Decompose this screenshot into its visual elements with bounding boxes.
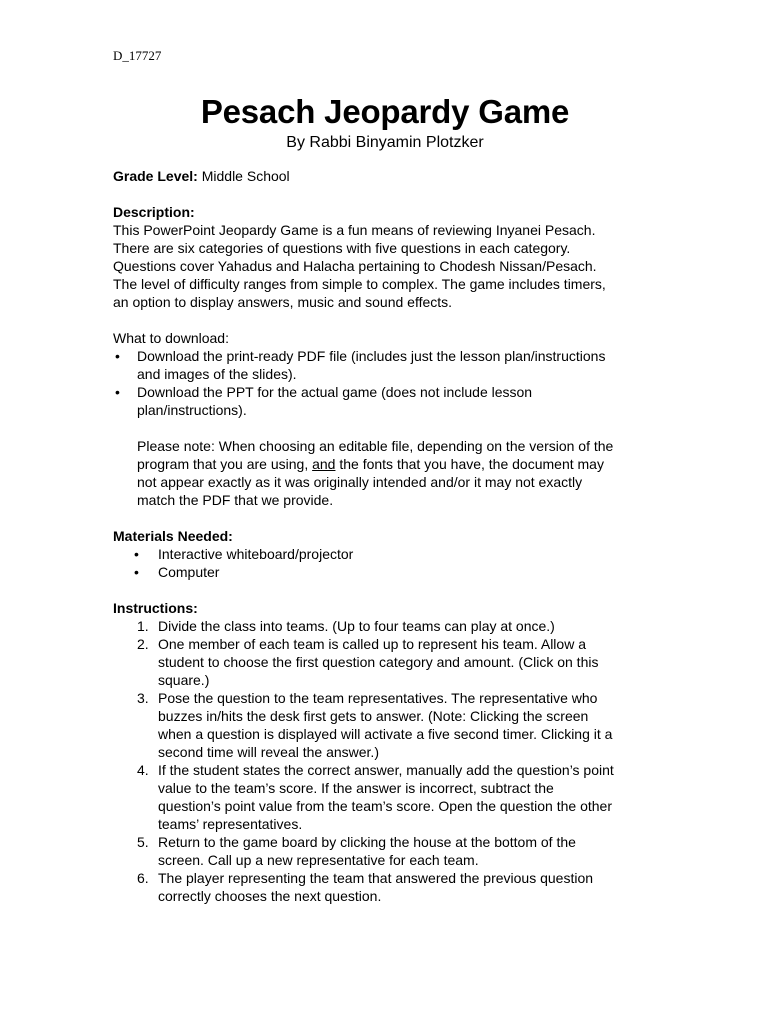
instruction-step	[137, 833, 658, 869]
grade-level-label: Grade Level:	[113, 168, 198, 184]
step-line: screen. Call up a new representative for each team.	[158, 852, 479, 868]
description-heading: Description:	[113, 204, 195, 220]
step-line: value to the team’s score. If the answer is incorrect, subtract the	[158, 780, 554, 796]
step-line: If the student states the correct answer, manually add the question’s point	[158, 762, 614, 778]
step-line: Pose the question to the team representatives. The representative who	[158, 690, 598, 706]
note-text: program that you are using,	[137, 456, 313, 472]
description-text	[113, 221, 658, 311]
step-line: teams’ representatives.	[158, 816, 303, 832]
download-item-line: • Download the print-ready PDF file (includes just the lesson plan/instructions	[137, 348, 606, 364]
download-item-line: plan/instructions).	[137, 402, 247, 418]
step-line: buzzes in/hits the desk first gets to answer. (Note: Clicking the screen	[158, 708, 589, 724]
document-body	[113, 167, 658, 905]
download-item	[137, 347, 658, 383]
instruction-step	[137, 635, 658, 689]
step-number: 2.	[137, 636, 149, 652]
step-line: student to choose the first question category and amount. (Click on this	[158, 654, 599, 670]
instructions-list	[113, 617, 658, 905]
step-number: 3.	[137, 690, 149, 706]
step-line: when a question is displayed will activate a five second timer. Clicking it a	[158, 726, 613, 742]
description-line: an option to display answers, music and sound effects.	[113, 294, 453, 310]
step-line: question’s point value from the team’s score. Open the question the other	[158, 798, 612, 814]
step-line: square.)	[158, 672, 210, 688]
instruction-step	[137, 869, 658, 905]
materials-heading: Materials Needed:	[113, 528, 233, 544]
step-line: One member of each team is called up to represent his team. Allow a	[158, 636, 586, 652]
instruction-step	[137, 689, 658, 761]
step-number: 5.	[137, 834, 149, 850]
description-line: This PowerPoint Jeopardy Game is a fun means of reviewing Inyanei Pesach.	[113, 222, 596, 238]
download-item	[137, 383, 658, 419]
note-underlined-word: and	[312, 456, 336, 472]
materials-item: • Computer	[158, 563, 658, 581]
step-line: Return to the game board by clicking the house at the bottom of the	[158, 834, 576, 850]
page-title: Pesach Jeopardy Game	[200, 93, 570, 130]
download-heading: What to download:	[113, 330, 229, 346]
grade-level	[113, 167, 658, 185]
note-line: not appear exactly as it was originally intended and/or it may not exactly	[137, 474, 583, 490]
download-item-line: • Download the PPT for the actual game (does not include lesson	[137, 384, 533, 400]
author-byline: By Rabbi Binyamin Plotzker	[286, 134, 484, 151]
description-line: There are six categories of questions with five questions in each category.	[113, 240, 571, 256]
materials-list	[113, 545, 658, 581]
step-number: 1.	[137, 618, 149, 634]
note-line: match the PDF that we provide.	[137, 492, 334, 508]
description-line: Questions cover Yahadus and Halacha pertaining to Chodesh Nissan/Pesach.	[113, 258, 597, 274]
step-number: 6.	[137, 870, 149, 886]
grade-level-value: Middle School	[201, 168, 290, 184]
step-line: second time will reveal the answer.)	[158, 744, 379, 760]
step-line: correctly chooses the next question.	[158, 888, 382, 904]
document-id: D_17727	[113, 48, 162, 63]
instruction-step	[137, 761, 658, 833]
description-line: The level of difficulty ranges from simple to complex. The game includes timers,	[113, 276, 606, 292]
note-text: the fonts that you have, the document may	[335, 456, 604, 472]
note-line: Please note: When choosing an editable file, depending on the version of the	[137, 438, 614, 454]
note-line	[137, 455, 658, 473]
download-item-line: and images of the slides).	[137, 366, 297, 382]
download-list	[113, 347, 658, 419]
instruction-step	[137, 617, 658, 635]
instructions-heading: Instructions:	[113, 600, 198, 616]
step-line: The player representing the team that answered the previous question	[158, 870, 594, 886]
editable-file-note	[113, 437, 658, 509]
materials-item: • Interactive whiteboard/projector	[158, 545, 658, 563]
step-number: 4.	[137, 762, 149, 778]
step-line: Divide the class into teams. (Up to four teams can play at once.)	[158, 618, 555, 634]
